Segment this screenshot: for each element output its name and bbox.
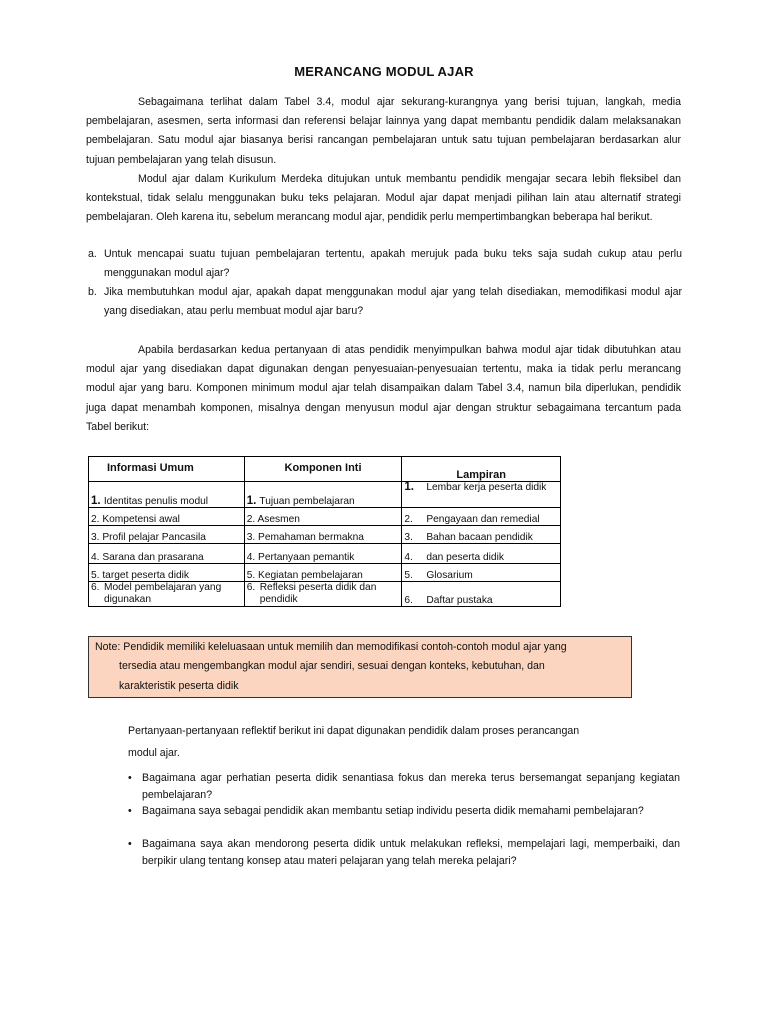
paragraph-1-text: Sebagaimana terlihat dalam Tabel 3.4, modul ajar sekurang-kurangnya yang berisi tujuan, langkah, media pembelajaran, asesmen, serta informasi dan referensi belajar lainnya yang dapat membantu pendidik dalam melaksanakan pembelajaran. Satu modul ajar biasanya berisi rancangan pembelajaran untuk satu tujuan pembelajaran berdasarkan alur tujuan pembelajaran yang telah disusun. [86, 96, 681, 166]
reflection-intro-line-1: Pertanyaan-pertanyaan reflektif berikut ini dapat digunakan pendidik dalam proses perancangan [128, 725, 580, 737]
bullet-text: Bagaimana agar perhatian peserta didik senantiasa fokus dan mereka terus bersemangat sepanjang kegiatan pembelajaran? [142, 772, 680, 801]
cell-text: Identitas penulis modul [103, 495, 209, 507]
list-marker: a. [88, 248, 97, 260]
table-row [89, 482, 561, 508]
cell-number: 1. [91, 494, 101, 507]
list-text: Untuk mencapai suatu tujuan pembelajaran tertentu, apakah merujuk pada buku teks saja sudah cukup atau perlu menggunakan modul ajar? [104, 248, 682, 280]
table-cell [244, 482, 402, 508]
table-cell [89, 482, 245, 508]
table-cell [402, 544, 561, 564]
cell-text: target peserta didik [102, 569, 189, 581]
cell-text: Model pembelajaran yang digunakan [104, 582, 222, 605]
cell-number: 2. [91, 513, 100, 525]
table-cell [89, 544, 245, 564]
cell-text: Pertanyaan pemantik [258, 551, 355, 563]
cell-number: 3. [404, 531, 413, 543]
cell-text: Bahan bacaan pendidik [426, 531, 533, 543]
paragraph-2 [86, 170, 681, 228]
table-cell [244, 582, 402, 607]
cell-number: 5. [91, 569, 100, 581]
table-header-komponen-inti: Komponen Inti [244, 457, 402, 482]
cell-number: 1. [404, 481, 414, 493]
cell-text: Pengayaan dan remedial [426, 513, 540, 525]
list-item-a [88, 245, 682, 283]
table-cell [402, 526, 561, 544]
note-line-1: Note: Pendidik memiliki keleluasaan untuk memilih dan memodifikasi contoh-contoh modul ajar yang [95, 641, 567, 653]
paragraph-1 [86, 93, 681, 170]
cell-text: Asesmen [257, 513, 300, 525]
table-row [89, 544, 561, 564]
cell-number: 6. [91, 582, 100, 593]
cell-number: 1. [246, 494, 257, 507]
cell-text: Profil pelajar Pancasila [102, 531, 206, 543]
reflection-intro-line-2: modul ajar. [128, 747, 180, 759]
table-cell [402, 482, 561, 508]
table-cell [402, 508, 561, 526]
cell-text: dan peserta didik [426, 551, 504, 563]
cell-number: 6. [404, 594, 413, 606]
cell-number: 3. [91, 531, 100, 543]
bullet-icon: • [128, 772, 132, 784]
table-cell [89, 508, 245, 526]
list-item-b [88, 283, 682, 321]
table-cell [244, 526, 402, 544]
note-line-3: karakteristik peserta didik [119, 679, 239, 692]
cell-text: Lembar kerja peserta didik [426, 482, 547, 493]
table-cell [244, 564, 402, 582]
cell-number: 4. [246, 551, 256, 563]
cell-text: Sarana dan prasarana [102, 551, 204, 563]
table-cell [89, 582, 245, 607]
reflection-bullet-1 [128, 770, 680, 803]
cell-number: 2. [246, 513, 256, 525]
paragraph-2-text: Modul ajar dalam Kurikulum Merdeka ditujukan untuk membantu pendidik mengajar secara lebih fleksibel dan kontekstual, tidak selalu menggunakan buku teks pelajaran. Modul ajar dapat menjadi pilihan lain atau alternatif strategi pembelajaran. Oleh karena itu, sebelum merancang modul ajar, pendidik perlu mempertimbangkan beberapa hal berikut. [86, 173, 681, 224]
bullet-text: Bagaimana saya sebagai pendidik akan membantu setiap individu peserta didik memahami pembelajaran? [142, 805, 644, 817]
table-cell [402, 564, 561, 582]
cell-number: 4. [404, 551, 413, 563]
table-row [89, 508, 561, 526]
cell-text: Tujuan pembelajaran [259, 495, 355, 507]
table-row [89, 564, 561, 582]
cell-text: Refleksi peserta didik dan pendidik [259, 582, 377, 605]
cell-number: 3. [246, 531, 256, 543]
table-cell [89, 564, 245, 582]
list-text: Jika membutuhkan modul ajar, apakah dapat menggunakan modul ajar yang telah disediakan, memodifikasi modul ajar yang disediakan, atau perlu membuat modul ajar baru? [104, 286, 682, 318]
bullet-icon: • [128, 838, 132, 850]
paragraph-3 [86, 341, 681, 437]
table-cell [244, 544, 402, 564]
cell-text: Daftar pustaka [426, 594, 493, 606]
cell-text: Pemahaman bermakna [258, 531, 364, 543]
list-marker: b. [88, 286, 97, 298]
paragraph-3-text: Apabila berdasarkan kedua pertanyaan di atas pendidik menyimpulkan bahwa modul ajar tidak dibutuhkan atau modul ajar yang disediakan dapat digunakan dengan penyesuaian-penyesuaian tertentu, maka ia tidak perlu merancang modul ajar yang baru. Komponen minimum modul ajar telah disampaikan dalam Tabel 3.4, namun bila diperlukan, pendidik juga dapat menambah komponen, misalnya dengan menyusun modul ajar dengan struktur sebagaimana tercantum pada Tabel berikut: [86, 344, 681, 433]
table-header-lampiran: Lampiran [402, 457, 561, 482]
cell-number: 5. [246, 569, 256, 581]
cell-number: 5. [404, 569, 413, 581]
cell-number: 6. [246, 582, 256, 593]
table-header-row [89, 457, 561, 482]
cell-number: 4. [91, 551, 100, 563]
module-structure-table [88, 456, 561, 607]
note-line-2: tersedia atau mengembangkan modul ajar sendiri, sesuai dengan konteks, kebutuhan, dan [119, 660, 545, 673]
reflection-bullet-2 [128, 803, 680, 820]
bullet-text: Bagaimana saya akan mendorong peserta didik untuk melakukan refleksi, mempelajari lagi, memperbaiki, dan berpikir ulang tentang konsep atau materi pelajaran yang telah mereka pelajari? [142, 838, 680, 867]
cell-text: Kegiatan pembelajaran [258, 569, 363, 581]
bullet-icon: • [128, 805, 132, 817]
reflection-bullet-3 [128, 836, 680, 869]
table-cell [89, 526, 245, 544]
table-header-informasi-umum: Informasi Umum [89, 457, 245, 482]
table-row [89, 526, 561, 544]
table-row [89, 582, 561, 607]
note-box [88, 636, 632, 698]
table-cell [244, 508, 402, 526]
cell-number: 2. [404, 513, 413, 525]
cell-text: Glosarium [426, 569, 473, 581]
cell-text: Kompetensi awal [102, 513, 180, 525]
page-title: MERANCANG MODUL AJAR [294, 64, 474, 79]
table-cell [402, 582, 561, 607]
